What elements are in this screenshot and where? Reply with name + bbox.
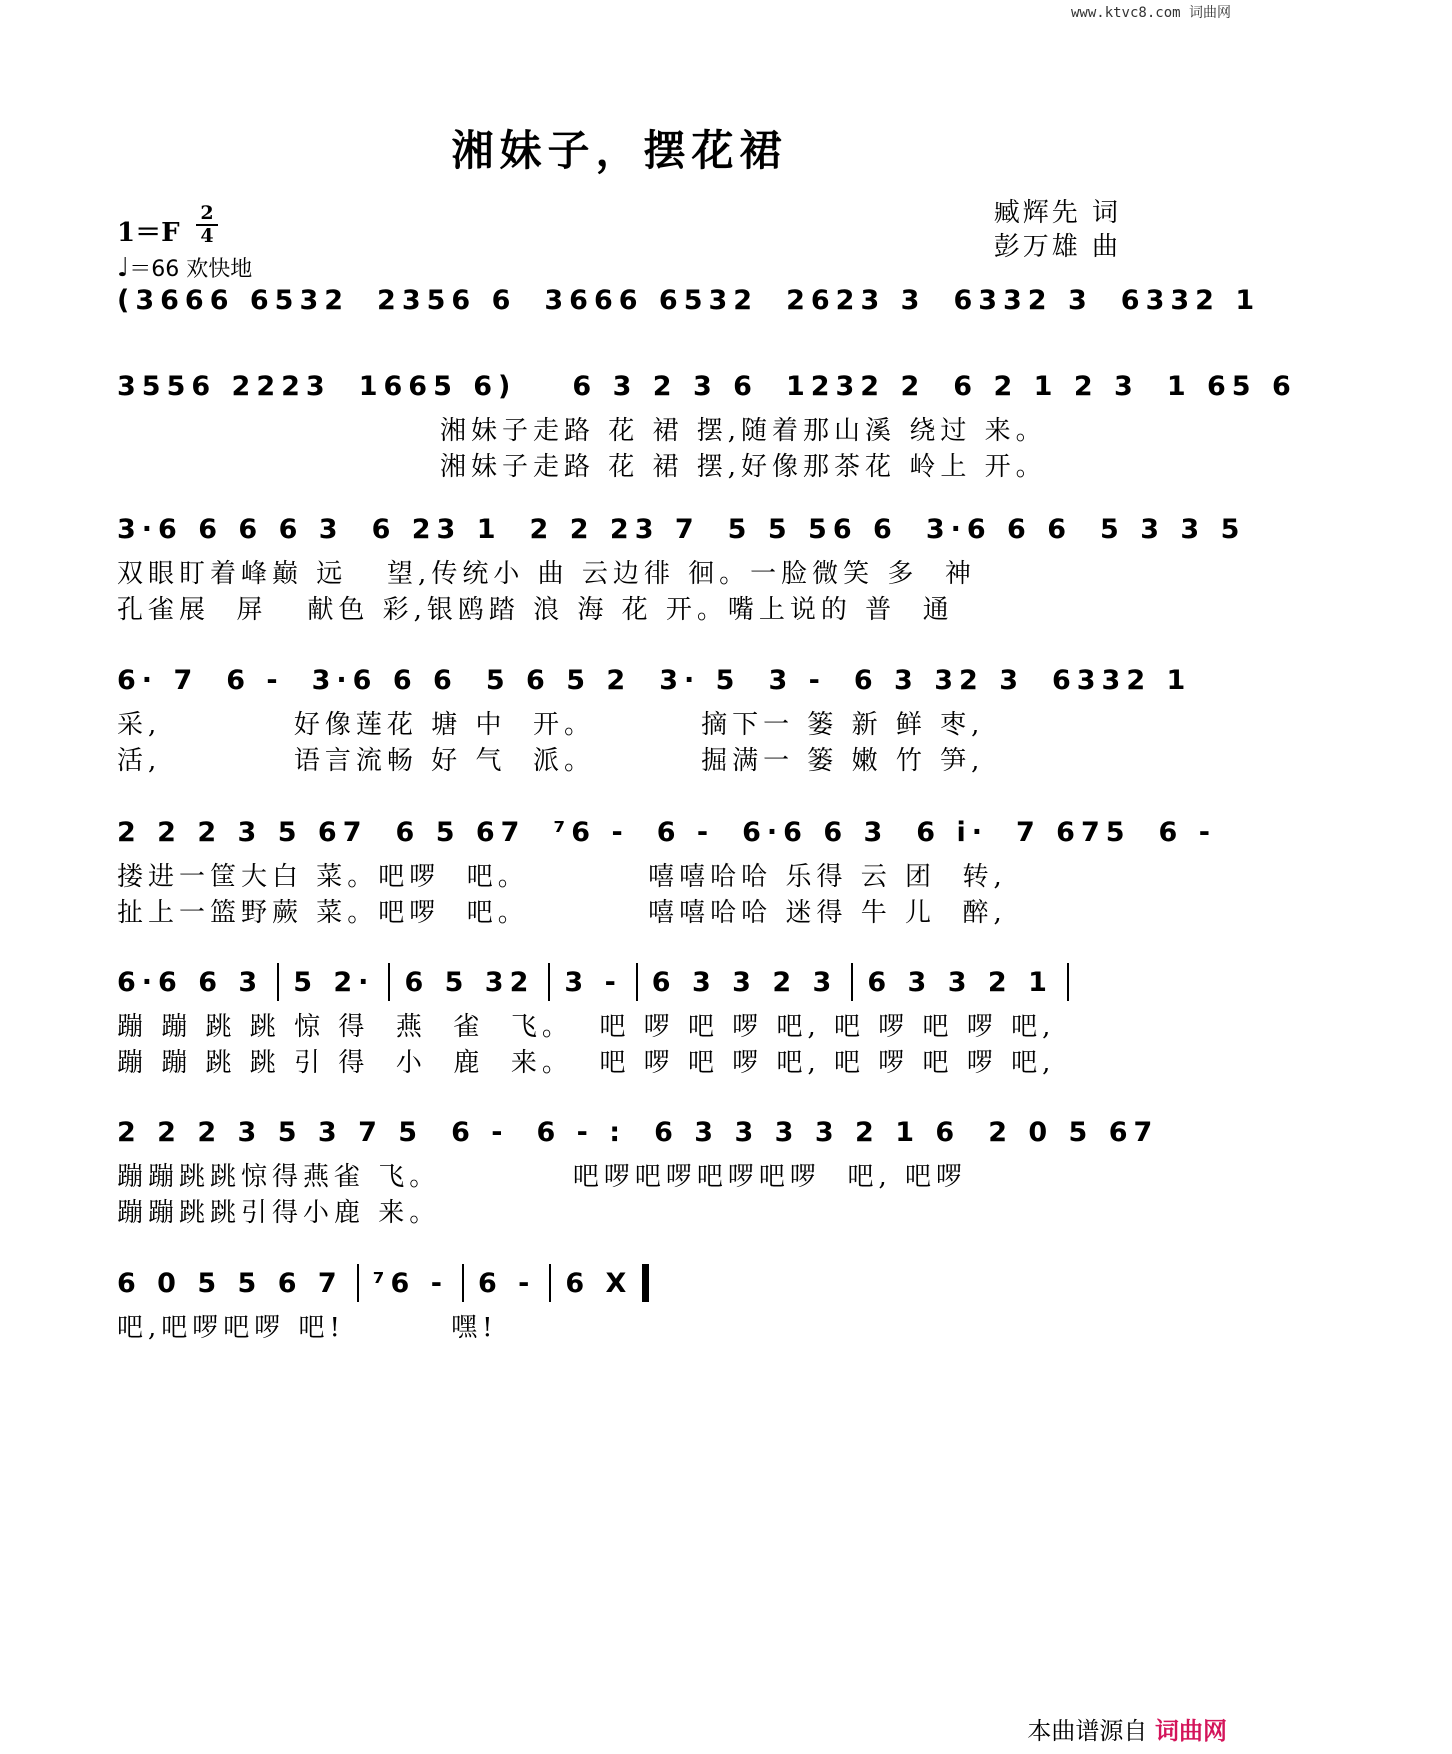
measure: 2356 6 bbox=[377, 284, 517, 316]
measure: 1232 2 bbox=[785, 370, 926, 402]
measure: (3666 6532 bbox=[117, 284, 350, 316]
measure: 3666 6532 bbox=[544, 284, 759, 316]
notation-row bbox=[117, 509, 1246, 549]
credits bbox=[994, 196, 1121, 264]
lyric-line: 蹦 蹦 跳 跳 惊 得 燕 雀 飞。 吧 啰 吧 啰 吧, 吧 啰 吧 啰 吧, bbox=[117, 1012, 1056, 1042]
measure: 6 0 5 5 6 7 bbox=[117, 1267, 343, 1299]
lyricist-credit: 臧辉先 词 bbox=[993, 198, 1121, 228]
measure: 3· 5 bbox=[659, 664, 741, 696]
notation-row bbox=[117, 962, 1129, 1002]
measure: 6·6 6 3 bbox=[742, 816, 889, 848]
measure: 6332 1 bbox=[1120, 284, 1261, 316]
notation-row bbox=[117, 280, 1261, 320]
measure: 5 6 5 2 bbox=[485, 664, 632, 696]
footer-brand: 词曲网 bbox=[1155, 1717, 1227, 1745]
measure: 6 5 32 bbox=[404, 966, 535, 998]
barline bbox=[277, 963, 279, 1001]
measure: 6332 3 bbox=[953, 284, 1093, 316]
measure: 6 3 2 3 6 bbox=[572, 370, 758, 402]
notation-row bbox=[117, 660, 1192, 700]
time-signature-bottom: 4 bbox=[200, 225, 214, 247]
measure: 6 5 67 bbox=[395, 816, 526, 848]
measure: 3556 2223 bbox=[117, 370, 331, 402]
measure: 2 2 23 7 bbox=[529, 513, 700, 545]
measure: 6 23 1 bbox=[371, 513, 502, 545]
time-signature-top: 2 bbox=[200, 202, 214, 224]
measure: 6 - bbox=[1158, 816, 1216, 848]
measure: 6 X bbox=[565, 1267, 633, 1299]
measure: 5 5 56 6 bbox=[727, 513, 898, 545]
lyric-line: 搂进一筐大白 菜。吧啰 吧。 嘻嘻哈哈 乐得 云 团 转, bbox=[117, 862, 1007, 892]
song-title: 湘妹子，摆花裙 bbox=[451, 126, 788, 175]
tempo-value: ＝66 bbox=[129, 257, 180, 282]
lyric-line: 活, 语言流畅 好 气 派。 掘满一 篓 嫩 竹 笋, bbox=[117, 746, 985, 776]
measure: 6 - : bbox=[536, 1116, 627, 1148]
lyric-line: 湘妹子走路 花 裙 摆,随着那山溪 绕过 来。 bbox=[440, 416, 1047, 446]
measure: 6 3 3 3 3 2 1 6 bbox=[654, 1116, 961, 1148]
tempo-expression: 欢快地 bbox=[186, 257, 253, 282]
measure: ⁷6 - bbox=[553, 816, 629, 848]
lyric-line: 吧,吧啰吧啰 吧! 嘿! bbox=[117, 1313, 498, 1343]
measure: 2 0 5 67 bbox=[988, 1116, 1159, 1148]
measure: 1 65 6 bbox=[1166, 370, 1297, 402]
composer-credit: 彭万雄 曲 bbox=[993, 232, 1121, 262]
measure: 6 - bbox=[477, 1267, 536, 1299]
barline bbox=[462, 1264, 464, 1302]
measure: 3·6 6 6 bbox=[925, 513, 1073, 545]
measure: 2 2 2 3 5 3 7 5 bbox=[117, 1116, 424, 1148]
measure: 5 2· bbox=[293, 966, 375, 998]
lyric-line: 扯上一篮野蕨 菜。吧啰 吧。 嘻嘻哈哈 迷得 牛 儿 醉, bbox=[117, 898, 1007, 928]
notation-row bbox=[117, 812, 1216, 852]
barline bbox=[1067, 963, 1069, 1001]
quarter-note-icon: ♩ bbox=[117, 253, 130, 283]
footer-source bbox=[1027, 1711, 1227, 1746]
measure: 2623 3 bbox=[786, 284, 926, 316]
measure: 6·6 6 3 bbox=[117, 966, 264, 998]
notation-row bbox=[117, 1112, 1159, 1152]
lyric-line: 蹦 蹦 跳 跳 引 得 小 鹿 来。 吧 啰 吧 啰 吧, 吧 啰 吧 啰 吧, bbox=[117, 1048, 1056, 1078]
measure: 3·6 6 6 6 3 bbox=[117, 513, 344, 545]
notation-row bbox=[117, 1263, 1129, 1303]
measure: 6 - bbox=[656, 816, 715, 848]
measure: 3 - bbox=[564, 966, 622, 998]
key-signature: 1＝F bbox=[117, 218, 180, 248]
barline bbox=[548, 963, 550, 1001]
measure: 6332 1 bbox=[1051, 664, 1192, 696]
measure: 6 3 3 2 3 bbox=[651, 966, 838, 998]
measure: 6 - bbox=[226, 664, 284, 696]
measure: 5 3 3 5 bbox=[1100, 513, 1246, 545]
tempo-marking bbox=[117, 252, 252, 283]
barline bbox=[549, 1264, 551, 1302]
barline bbox=[357, 1264, 359, 1302]
measure: 6 - bbox=[451, 1116, 509, 1148]
measure: 6 i· bbox=[916, 816, 988, 848]
measure: 6 3 32 3 bbox=[853, 664, 1024, 696]
watermark: www.ktvc8.com 词曲网 bbox=[1070, 5, 1231, 21]
measure: 2 2 2 3 5 67 bbox=[117, 816, 368, 848]
lyric-line: 双眼盯着峰巅 远 望,传统小 曲 云边徘 徊。一脸微笑 多 神 bbox=[117, 559, 976, 589]
lyric-line: 孔雀展 屏 献色 彩,银鸥踏 浪 海 花 开。嘴上说的 普 通 bbox=[117, 595, 954, 625]
barline bbox=[388, 963, 390, 1001]
lyric-line: 蹦蹦跳跳惊得燕雀 飞。 吧啰吧啰吧啰吧啰 吧, 吧啰 bbox=[117, 1162, 967, 1192]
notation-row bbox=[117, 366, 1297, 406]
lyric-line: 湘妹子走路 花 裙 摆,好像那茶花 岭上 开。 bbox=[440, 452, 1047, 482]
barline bbox=[851, 963, 853, 1001]
measure: 1665 6) bbox=[358, 370, 517, 402]
measure: 3·6 6 6 bbox=[311, 664, 458, 696]
measure: 6· 7 bbox=[117, 664, 199, 696]
time-signature bbox=[196, 204, 218, 246]
measure: 6 2 1 2 3 bbox=[953, 370, 1139, 402]
measure: 3 - bbox=[768, 664, 826, 696]
measure: 7 675 bbox=[1016, 816, 1131, 848]
final-barline bbox=[642, 1264, 649, 1302]
lyric-line: 蹦蹦跳跳引得小鹿 来。 bbox=[117, 1198, 441, 1228]
barline bbox=[636, 963, 638, 1001]
footer-source-text: 本曲谱源自 bbox=[1027, 1717, 1148, 1745]
measure: 6 3 3 2 1 bbox=[867, 966, 1053, 998]
measure: ⁷6 - bbox=[372, 1267, 448, 1299]
lyric-line: 采, 好像莲花 塘 中 开。 摘下一 篓 新 鲜 枣, bbox=[117, 710, 985, 740]
